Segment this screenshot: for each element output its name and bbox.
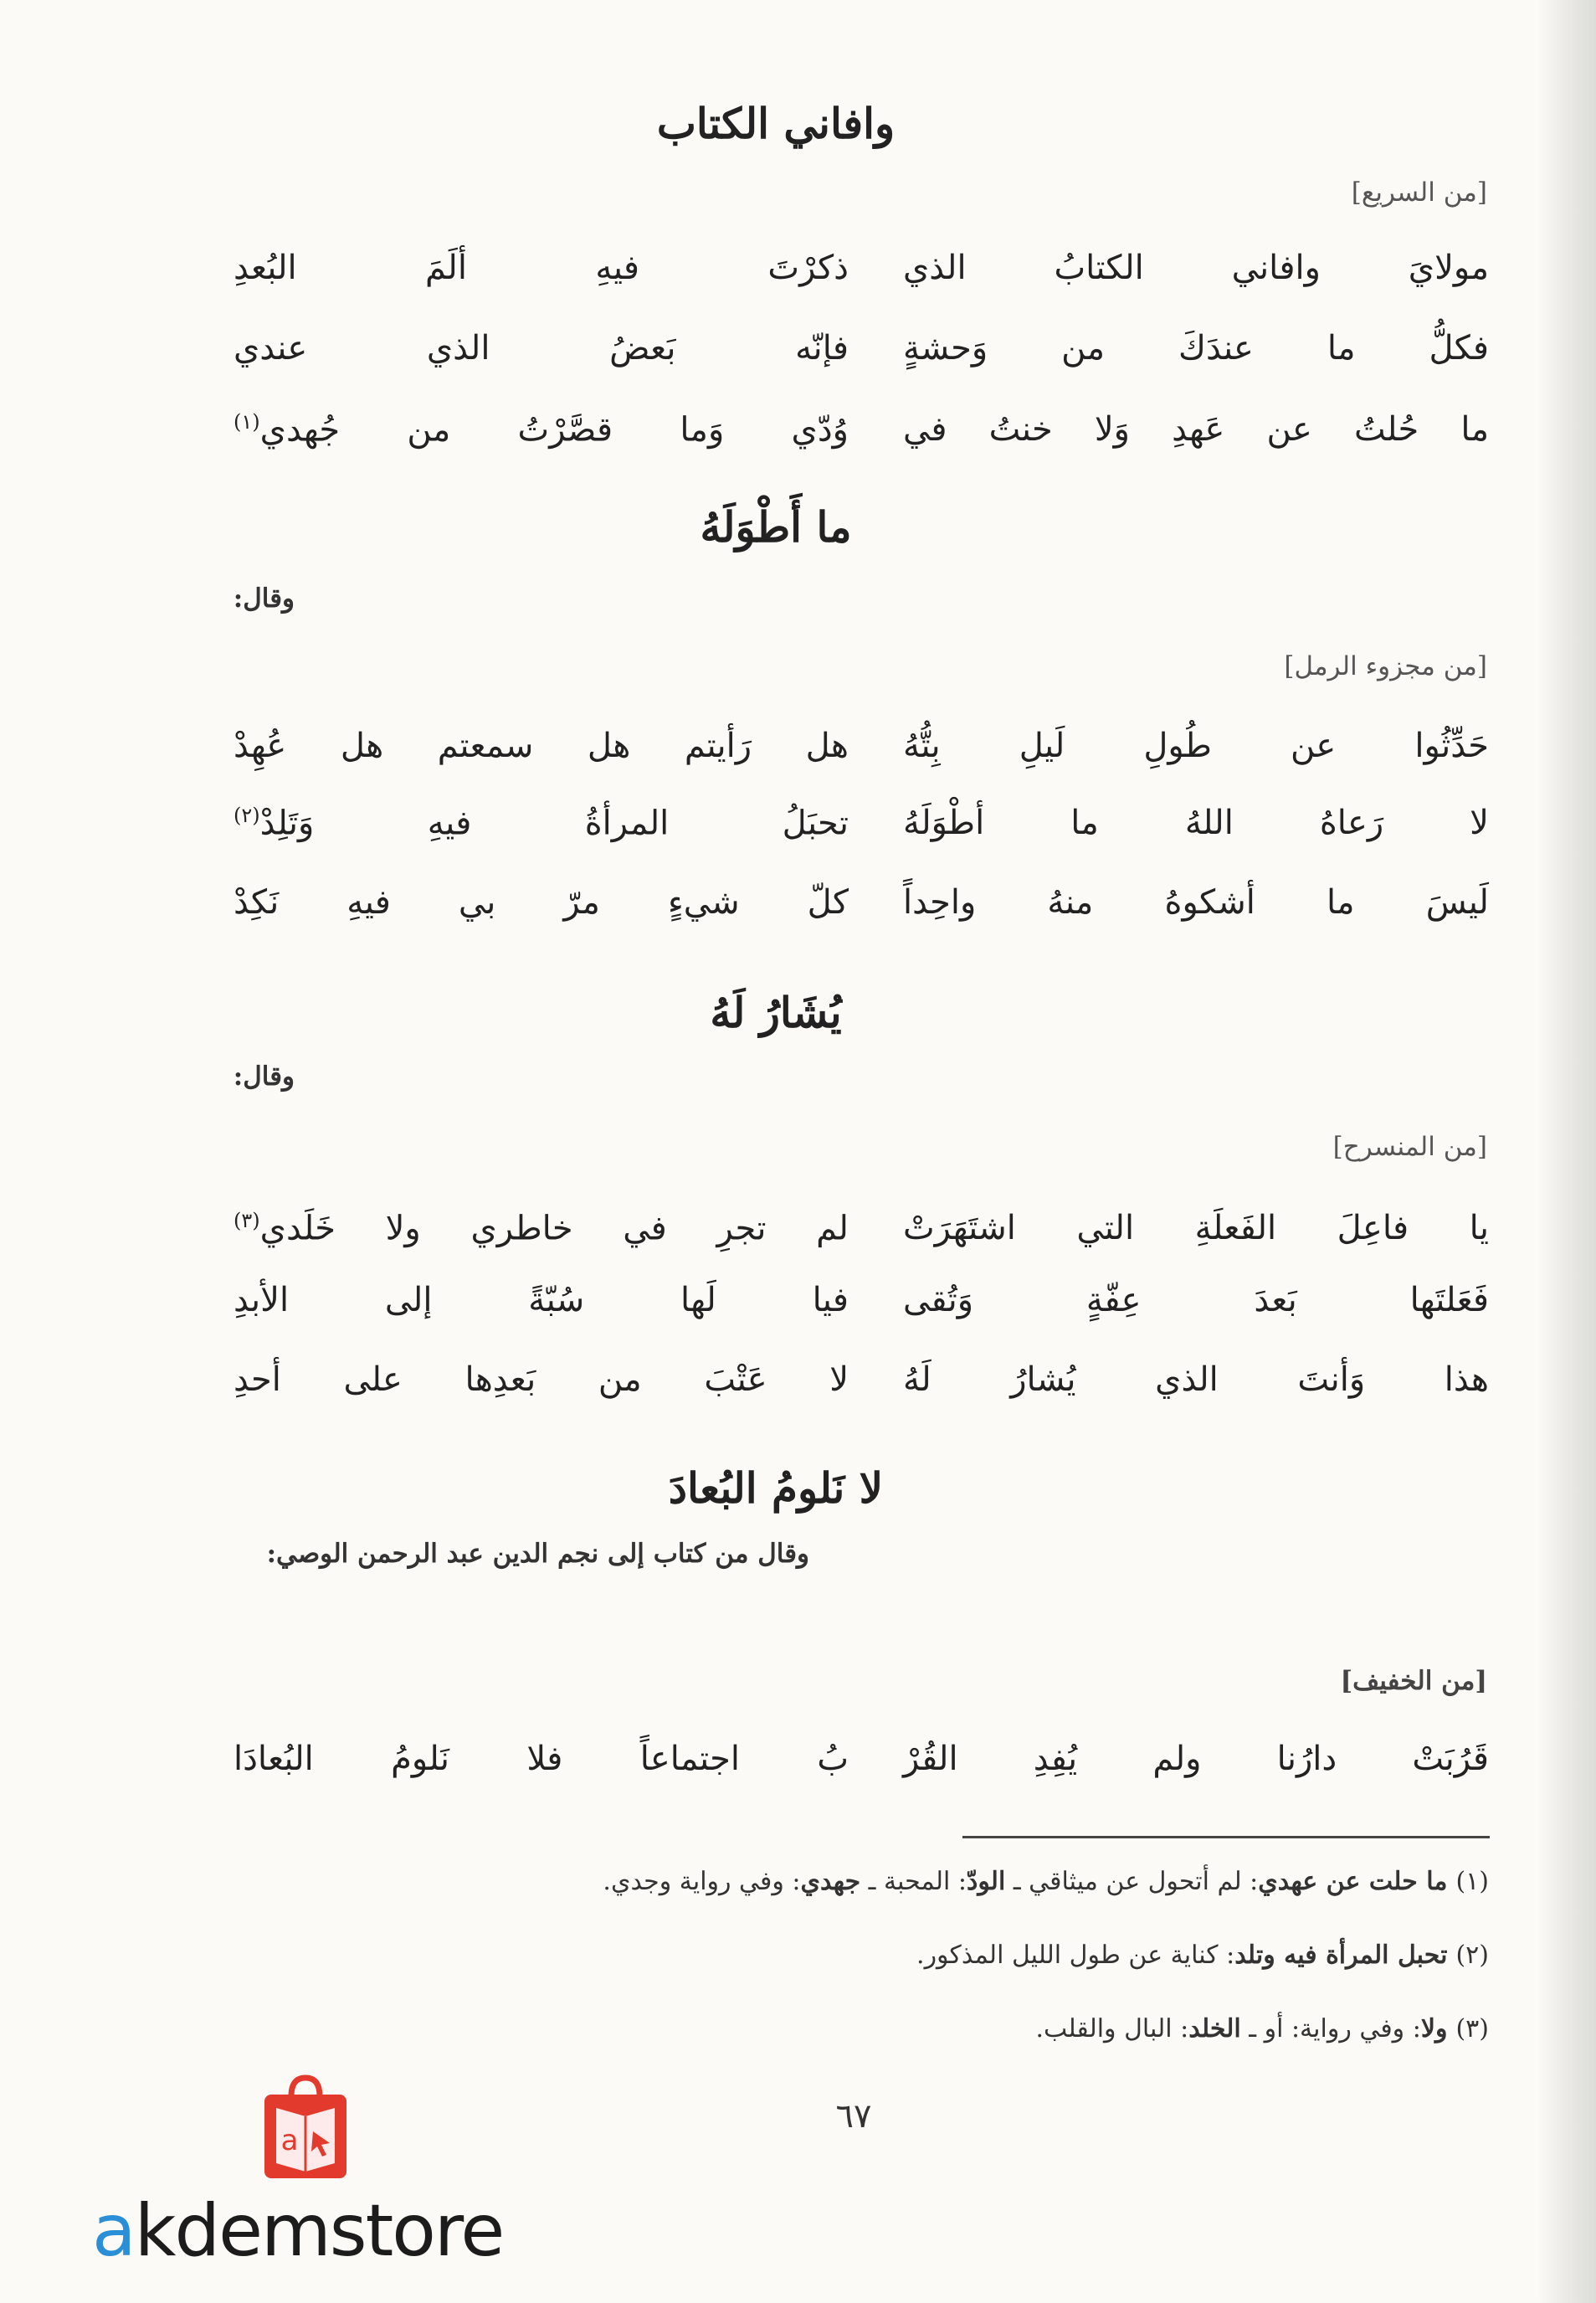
store-logo [92, 2068, 527, 2277]
verse-second-hemistich [233, 1209, 849, 1247]
footnote [251, 1867, 1489, 1896]
store-wordmark [92, 2189, 503, 2273]
verse-line [213, 329, 1489, 383]
verse-line [213, 1740, 1489, 1793]
verse-second-hemistich: هل رَأيتم هل سمعتم هل عُهِدْ [233, 727, 849, 765]
verse-first-hemistich: فَعَلتَها بَعدَ عِفّةٍ وَتُقى [903, 1281, 1489, 1319]
footnote-term: تحبل المرأة فيه وتلد [1234, 1941, 1448, 1970]
poem-title: يُشَارُ لَهُ [710, 988, 842, 1037]
page-number: ٦٧ [835, 2097, 872, 2136]
verse-second-hemistich [233, 410, 849, 449]
verse-first-hemistich: لا رَعاهُ اللهُ ما أطْوَلَهُ [903, 804, 1489, 842]
verse-line [213, 804, 1489, 857]
verse-line [213, 1209, 1489, 1262]
verse-first-hemistich: هذا وَأنتَ الذي يُشارُ لَهُ [903, 1360, 1489, 1399]
intro-text: وقال: [233, 583, 295, 614]
footnote [251, 1941, 1489, 1970]
verse-second-hemistich: لا عَتْبَ من بَعدِها على أحدِ [233, 1360, 849, 1399]
verse-line [213, 410, 1489, 464]
verse-first-hemistich: لَيسَ ما أشكوهُ منهُ واحِداً [903, 883, 1489, 922]
footnote-text: : وفي رواية وجدي. [603, 1867, 801, 1896]
verse-second-hemistich: ذكرْتَ فيهِ ألَمَ البُعدِ [233, 249, 849, 287]
footnote-number: (٣) [1455, 2014, 1489, 2043]
verse-second-hemistich: فإنّه بَعضُ الذي عندي [233, 329, 849, 368]
footnote-reference: (١) [233, 410, 260, 434]
poem-title: لا نَلومُ البُعادَ [668, 1463, 884, 1513]
logo-letter: a [280, 2124, 299, 2157]
verse-first-hemistich: ما حُلتُ عن عَهدِ وَلا خنتُ في [903, 410, 1489, 449]
verse-second-hemistich: كلّ شيءٍ مرّ بي فيهِ نَكِدْ [233, 883, 849, 922]
verse-line [213, 727, 1489, 780]
footnote-text: : لم أتحول عن ميثاقي ـ [1005, 1867, 1259, 1896]
footnote-term: جهدي [800, 1867, 861, 1896]
verse-first-hemistich: يا فاعِلَ الفَعلَةِ التي اشتَهَرَتْ [903, 1209, 1489, 1247]
footnote-number: (٢) [1455, 1941, 1489, 1970]
verse-text: وُدّي وَما قصَّرْتُ من جُهدي [259, 410, 849, 450]
verse-second-hemistich [233, 804, 849, 842]
footnote [251, 2014, 1489, 2043]
meter-note: [من مجزوء الرمل] [1284, 651, 1487, 681]
verse-second-hemistich: بُ اجتماعاً فلا نَلومُ البُعادَا [233, 1740, 849, 1778]
shopping-book-icon [259, 2073, 352, 2182]
verse-second-hemistich: فيا لَها سُبّةً إلى الأبدِ [233, 1281, 849, 1319]
meter-note: [من السريع] [1351, 177, 1487, 208]
verse-line [213, 883, 1489, 937]
poem-title: وافاني الكتاب [656, 99, 896, 148]
verse-first-hemistich: فكلُّ ما عندَكَ من وَحشةٍ [903, 329, 1489, 368]
footnote-reference: (٢) [233, 804, 260, 827]
footnote-term: الودّ [966, 1867, 1006, 1896]
verse-first-hemistich: مولايَ وافاني الكتابُ الذي [903, 249, 1489, 287]
footnote-number: (١) [1455, 1867, 1489, 1896]
verse-first-hemistich: قَرُبَتْ دارُنا ولم يُفِدِ القُرْ [903, 1740, 1489, 1778]
footnote-text: : كناية عن طول الليل المذكور. [916, 1941, 1235, 1970]
verse-first-hemistich: حَدِّثُوا عن طُولِ لَيلِ بِتُّهُ [903, 727, 1489, 765]
intro-text: وقال من كتاب إلى نجم الدين عبد الرحمن الوصي: [266, 1539, 809, 1569]
footnote-term: ما حلت عن عهدي [1258, 1867, 1448, 1896]
footnote-separator [962, 1836, 1490, 1838]
footnote-term: الخلد [1188, 2014, 1241, 2043]
footnote-term: ولا [1420, 2014, 1448, 2043]
meter-note: [من المنسرح] [1332, 1132, 1487, 1162]
verse-line [213, 1281, 1489, 1334]
meter-note: [من الخفيف] [1340, 1666, 1487, 1696]
footnote-reference: (٣) [233, 1209, 260, 1232]
verse-text: لم تجرِ في خاطري ولا خَلَدي [259, 1209, 849, 1248]
verse-line [213, 249, 1489, 302]
intro-text: وقال: [233, 1062, 295, 1092]
wordmark-text: kdemstore [134, 2189, 504, 2273]
wordmark-accent-letter: a [92, 2189, 135, 2273]
verse-line [213, 1360, 1489, 1414]
verse-text: تحبَلُ المرأةُ فيهِ وَتَلِدْ [259, 804, 849, 843]
footnote-text: : وفي رواية: أو ـ [1240, 2014, 1421, 2043]
footnote-text: : المحبة ـ [860, 1867, 967, 1896]
footnote-text: : البال والقلب. [1035, 2014, 1189, 2043]
poem-title: ما أَطْوَلَهُ [700, 502, 852, 552]
